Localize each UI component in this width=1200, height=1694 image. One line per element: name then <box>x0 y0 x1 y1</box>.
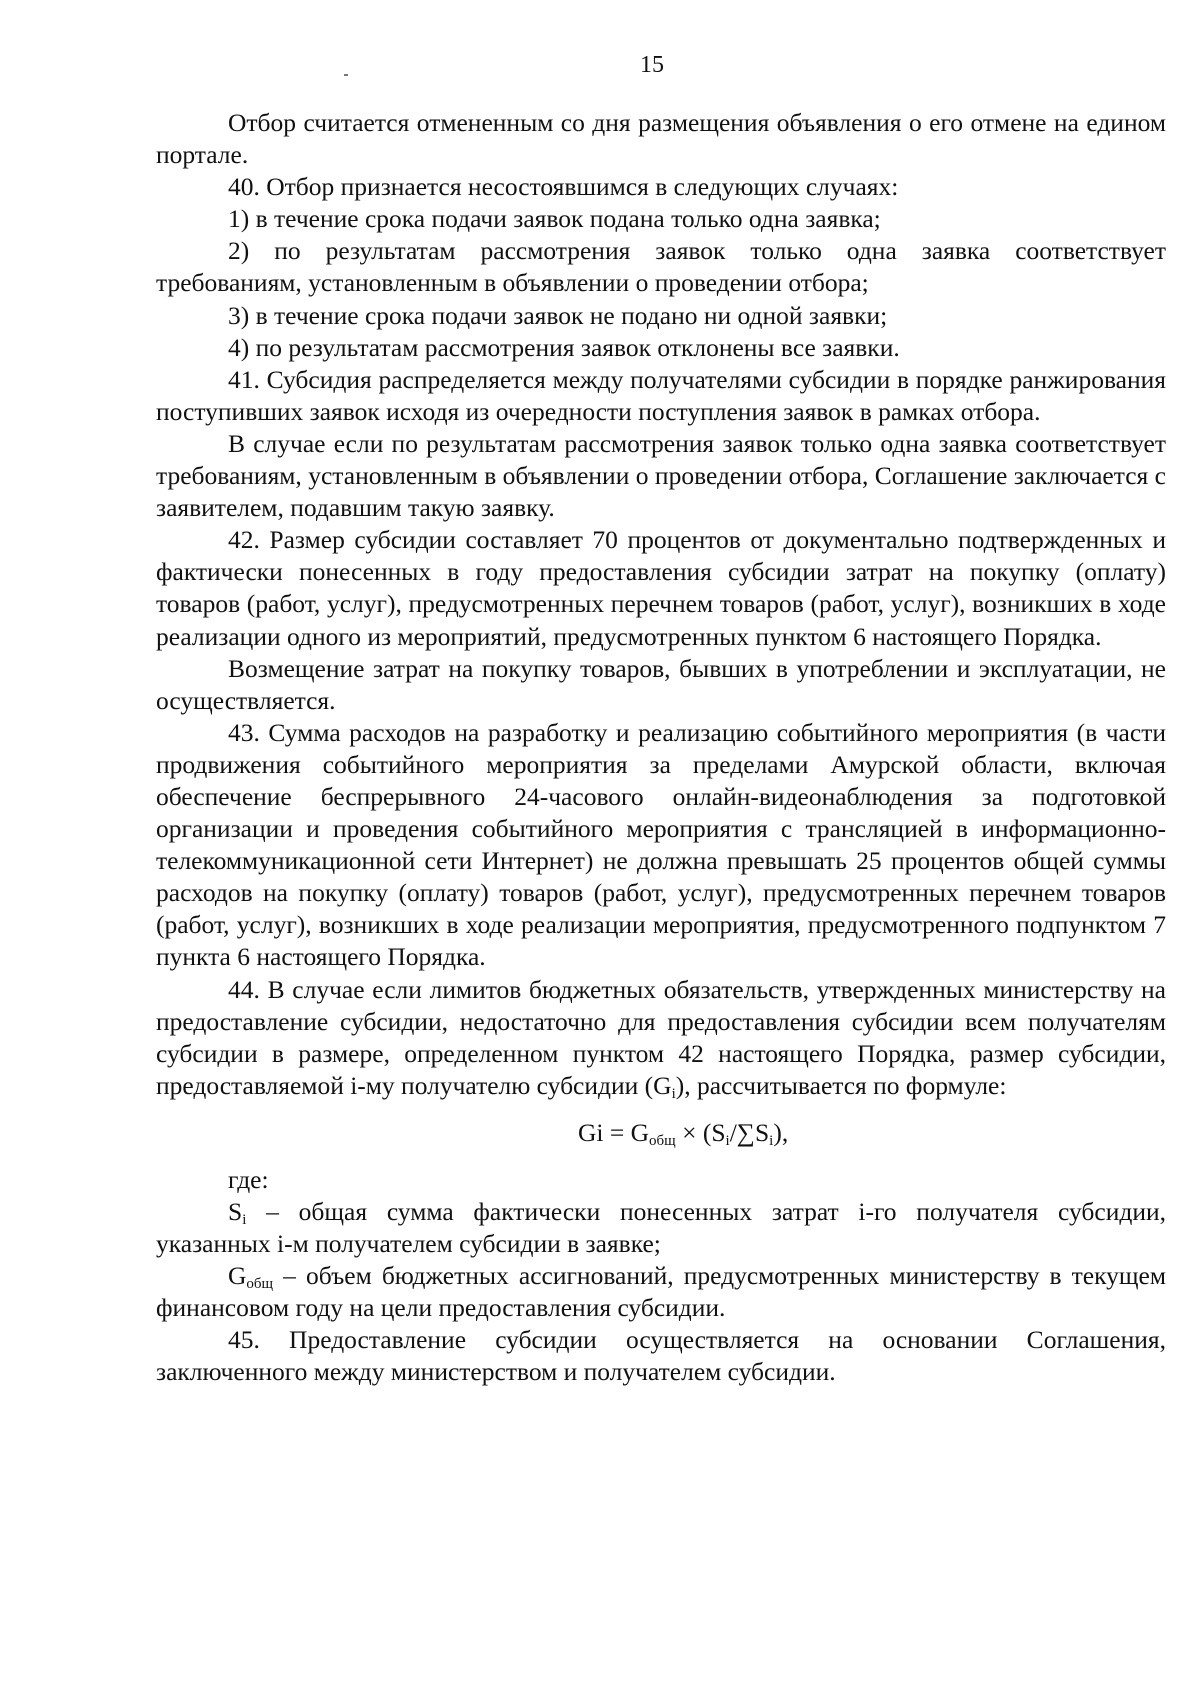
scan-artifact <box>344 74 348 76</box>
paragraph-40-item-1: 1) в течение срока подачи заявок подана только одна заявка; <box>228 204 881 234</box>
si-subscript: i <box>242 1212 247 1228</box>
paragraph-45: 45. Предоставление субсидии осуществляется на основании Соглашения, заключенного между министерством и получателем субсидии. <box>156 1325 1166 1387</box>
subsidy-formula <box>156 1116 1166 1150</box>
formula-slash-sum: /∑S <box>729 1117 770 1147</box>
paragraph-selection-cancelled: Отбор считается отмененным со дня размещения объявления о его отмене на едином портале. <box>156 108 1166 170</box>
paragraph-40: 40. Отбор признается несостоявшимся в следующих случаях: <box>228 172 899 202</box>
g-symbol: G <box>228 1261 247 1291</box>
paragraph-41-single-application: В случае если по результатам рассмотрения заявок только одна заявка соответствует требованиям, установленным в объявлении о проведении отбора, Соглашение заключается с заявителем, подавшим такую заявку. <box>156 428 1166 523</box>
paragraph-42-used-goods: Возмещение затрат на покупку товаров, бывших в употреблении и эксплуатации, не осуществляется. <box>156 653 1166 715</box>
paragraph-44-text: 44. В случае если лимитов бюджетных обязательств, утвержденных министерству на предоставление субсидии, недостаточно для предоставления субсидии всем получателям субсидии в размере, определенном пунктом 42 настоящего Порядка, размер субсидии, предоставляемой i-му получателю субсидии (G <box>156 974 1166 1100</box>
si-symbol: S <box>228 1197 243 1226</box>
si-definition: – общая сумма фактически понесенных затрат i-го получателя субсидии, указанных i-м получателем субсидии в заявке; <box>156 1197 1166 1259</box>
formula-mid: × (S <box>675 1117 726 1147</box>
definition-si <box>156 1196 1166 1260</box>
formula-lhs-subscript: общ <box>649 1132 676 1149</box>
document-body <box>156 107 1166 1389</box>
paragraph-44-subscript: i <box>671 1085 676 1102</box>
formula-lhs: Gi = G <box>578 1117 650 1147</box>
definition-g-total <box>156 1260 1166 1324</box>
paragraph-40-item-2: 2) по результатам рассмотрения заявок только одна заявка соответствует требованиям, установленным в объявлении о проведении отбора; <box>156 236 1166 298</box>
paragraph-41: 41. Субсидия распределяется между получателями субсидии в порядке ранжирования поступивших заявок исходя из очередности поступления заявок в рамках отбора. <box>156 364 1166 426</box>
where-label: где: <box>228 1164 269 1194</box>
formula-mid-subscript: i <box>725 1132 730 1149</box>
paragraph-40-item-3: 3) в течение срока подачи заявок не подано ни одной заявки; <box>228 300 888 330</box>
g-subscript: общ <box>246 1276 274 1293</box>
paragraph-44-end: ), рассчитывается по формуле: <box>675 1070 1007 1100</box>
g-definition: – объем бюджетных ассигнований, предусмотренных министерству в текущем финансовом году на цели предоставления субсидии. <box>156 1261 1166 1323</box>
paragraph-43: 43. Сумма расходов на разработку и реализацию событийного мероприятия (в части продвижения событийного мероприятия за пределами Амурской области, включая обеспечение беспрерывного 24-часового онлайн-видеонаблюдения за подготовкой организации и проведения событийного мероприятия с трансляцией в информационно-телекоммуникационной сети Интернет) не должна превышать 25 процентов общей суммы расходов на покупку (оплату) товаров (работ, услуг), предусмотренных перечнем товаров (работ, услуг), возникших в ходе реализации мероприятия, предусмотренного подпунктом 7 пункта 6 настоящего Порядка. <box>156 717 1166 972</box>
paragraph-40-item-4: 4) по результатам рассмотрения заявок отклонены все заявки. <box>228 332 900 362</box>
page-number: 15 <box>640 52 664 78</box>
formula-tail: ), <box>773 1117 789 1147</box>
paragraph-44 <box>156 974 1166 1102</box>
paragraph-42: 42. Размер субсидии составляет 70 процентов от документально подтвержденных и фактически понесенных в году предоставления субсидии затрат на покупку (оплату) товаров (работ, услуг), предусмотренных перечнем товаров (работ, услуг), возникших в ходе реализации одного из мероприятий, предусмотренных пунктом 6 настоящего Порядка. <box>156 525 1166 651</box>
formula-end-subscript: i <box>769 1132 774 1149</box>
